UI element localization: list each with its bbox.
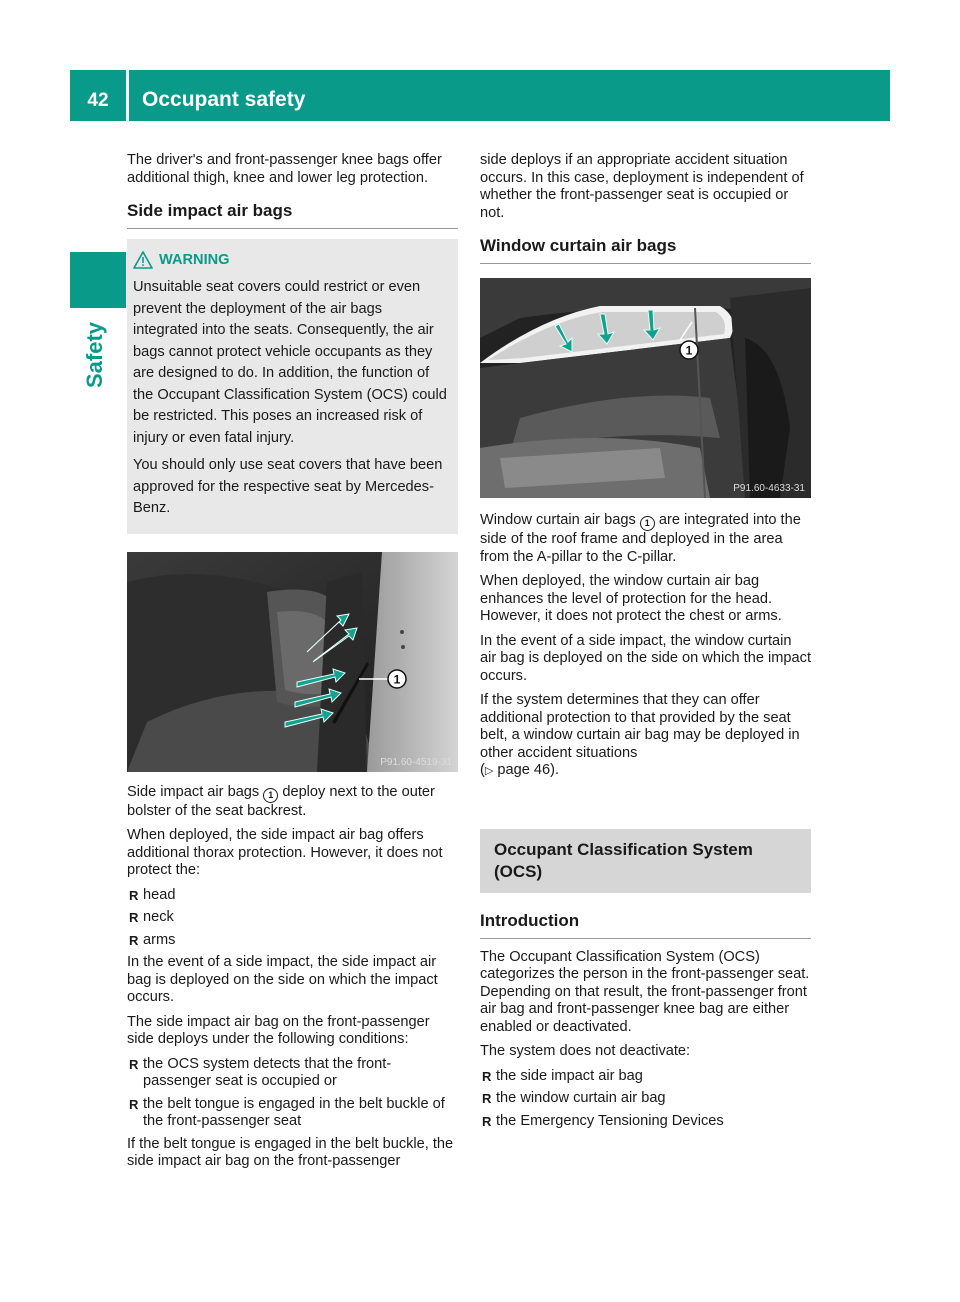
side-airbag-caption [127, 784, 458, 821]
side-section-label: Safety [82, 321, 107, 388]
conditions-paragraph: The side impact air bag on the front-passenger side deploys under the following conditions: [127, 1013, 430, 1047]
callout-number: 1 [263, 788, 278, 803]
warning-triangle-icon [133, 251, 153, 269]
list-item: R arms [129, 931, 176, 948]
callout-number: 1 [640, 516, 655, 531]
ocs-section-title: Occupant Classification System (OCS) [494, 839, 753, 881]
not-deactivate-paragraph: The system does not deactivate: [480, 1043, 691, 1059]
side-impact-heading: Side impact air bags [127, 201, 458, 229]
warning-box [127, 239, 458, 534]
not-deactivated-list [480, 1068, 811, 1131]
side-airbag-illustration [127, 552, 458, 772]
window-curtain-heading: Window curtain air bags [480, 236, 811, 264]
window-airbag-caption [480, 512, 811, 566]
ocs-paragraph: The Occupant Classification System (OCS) categorizes the person in the front-passenger seat. Depending on that result, the front-passenger front air bag and front-passenger knee bag are either enabled or deactivated. [480, 948, 810, 1035]
svg-text:1: 1 [685, 343, 693, 358]
svg-text:1: 1 [393, 672, 401, 686]
side-airbag-photo [127, 552, 458, 772]
belt-paragraph: If the belt tongue is engaged in the belt buckle, the side impact air bag on the front-passenger [127, 1135, 454, 1169]
list-item: R neck [129, 909, 174, 925]
left-column [127, 152, 458, 1178]
introduction-heading: Introduction [480, 911, 811, 939]
page-number: 42 [87, 90, 109, 111]
list-item: R the side impact air bag [482, 1067, 643, 1084]
window-airbag-illustration [480, 278, 811, 498]
header-separator [126, 70, 129, 121]
deployed-paragraph: When deployed, the window curtain air bag enhances the level of protection for the head. However, it does not protect the chest or arms. [480, 573, 782, 624]
event-paragraph: In the event of a side impact, the side impact air bag is deployed on the side on which the impact occurs. [127, 954, 438, 1005]
caption-text: Window curtain air bags [480, 512, 640, 528]
system-paragraph: If the system determines that they can offer additional protection to that provided by the seat belt, a window curtain air bag may be deployed in other accident situations (▷ page 46). [480, 692, 800, 778]
warning-title: WARNING [159, 252, 230, 268]
page-title: Occupant safety [142, 88, 306, 111]
deployed-paragraph: When deployed, the side impact air bag offers additional thorax protection. However, it does not protect the: [127, 827, 443, 878]
page-reference-icon: ▷ [484, 765, 494, 777]
right-column [480, 152, 811, 1135]
warning-text-2: You should only use seat covers that have been approved for the respective seat by Mercedes-Benz. [133, 457, 443, 516]
photo-code: P91.60-4519-31 [380, 756, 452, 768]
ocs-section-header [480, 829, 811, 893]
system-text: If the system determines that they can offer additional protection to that provided by the seat belt, a window curtain air bag may be deployed in other accident situations [480, 692, 800, 761]
event-paragraph: In the event of a side impact, the window curtain air bag is deployed on the side on which the impact occurs. [480, 632, 811, 684]
list-item: R the OCS system detects that the front-passenger seat is occupied or [129, 1055, 392, 1089]
caption-text: Side impact air bags [127, 783, 264, 800]
list-item: R the window curtain air bag [482, 1090, 666, 1106]
caption-text: deploy next to the outer bolster of the seat backrest. [127, 783, 435, 819]
list-item: R the Emergency Tensioning Devices [482, 1112, 724, 1129]
intro-paragraph: The driver's and front-passenger knee bags offer additional thigh, knee and lower leg protection. [127, 152, 442, 186]
photo-code: P91.60-4633-31 [733, 483, 805, 494]
caption-text: are integrated into the side of the roof frame and deployed in the area from the A-pillar to the C-pillar. [480, 512, 801, 565]
list-item: R head [129, 886, 176, 903]
not-protected-list [127, 887, 458, 950]
window-airbag-photo [480, 278, 811, 498]
page-reference-link[interactable]: page 46). [497, 762, 560, 778]
list-item: R the belt tongue is engaged in the belt buckle of the front-passenger seat [129, 1095, 445, 1129]
conditions-list [127, 1056, 458, 1131]
warning-text-1: Unsuitable seat covers could restrict or even prevent the deployment of the air bags integrated into the seats. Consequently, the air bags cannot protect vehicle occupants as they are designed to do. In addition, the function of the Occupant Classification System (OCS) could be restricted. This poses an increased risk of injury or even fatal injury. [133, 279, 447, 446]
side-tab-marker [70, 252, 126, 308]
warning-header [133, 251, 450, 269]
continuation-paragraph: side deploys if an appropriate accident situation occurs. In this case, deployment is independent of whether the front-passenger seat is occupied or not. [480, 152, 804, 221]
